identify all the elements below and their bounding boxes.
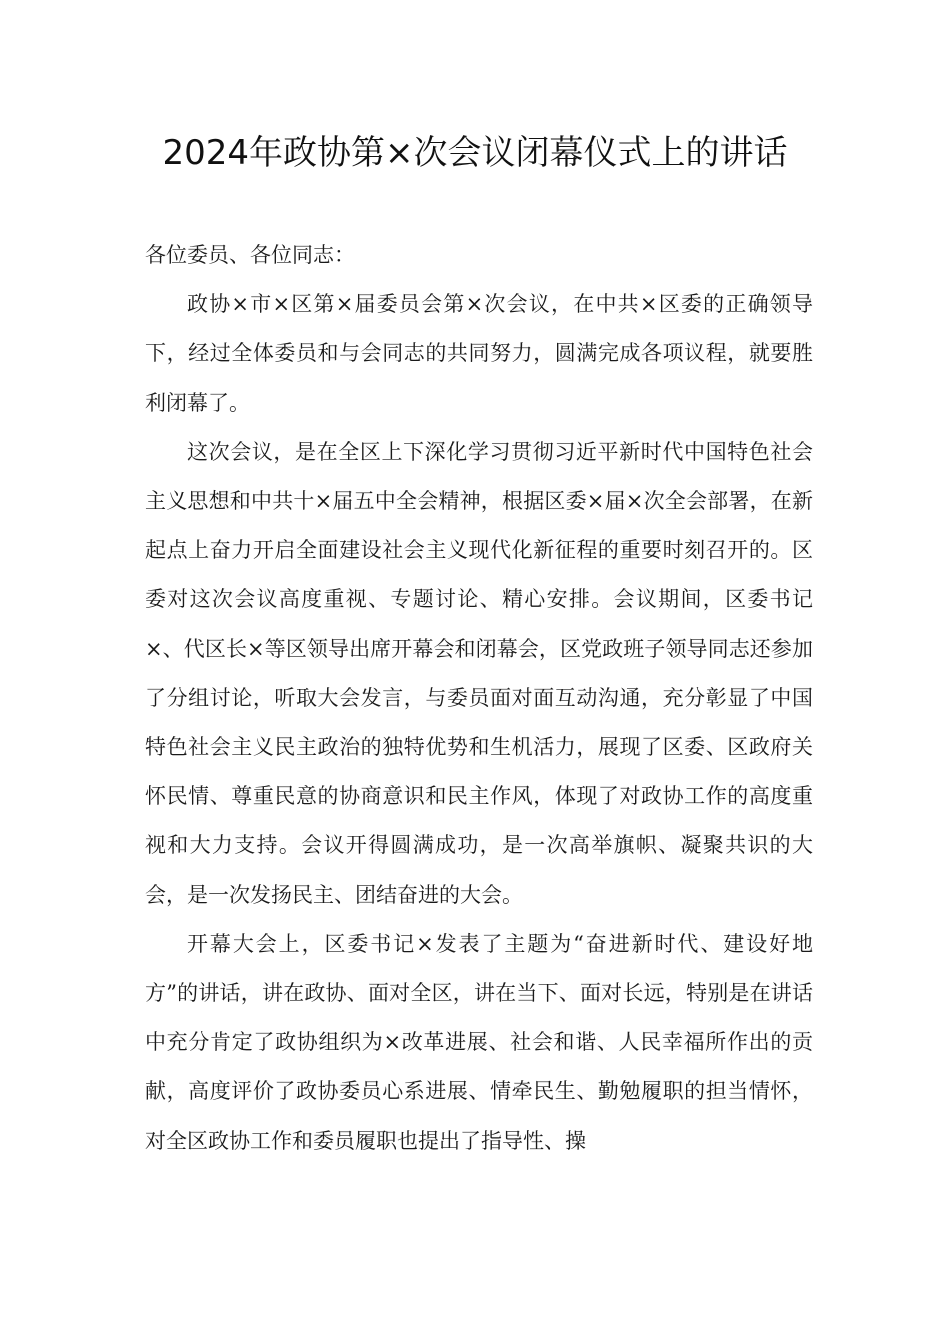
paragraph: 开幕大会上，区委书记×发表了主题为“奋进新时代、建设好地方”的讲话，讲在政协、面对全区，讲在当下、面对长远，特别是在讲话中充分肯定了政协组织为×改革进展、社会和谐、人民幸福所作出的贡献，高度评价了政协委员心系进展、情牵民生、勤勉履职的担当情怀，对全区政协工作和委员履职也提出了指导性、操 — [145, 931, 813, 1153]
salutation: 各位委员、各位同志： — [145, 243, 355, 267]
document-title: 2024年政协第×次会议闭幕仪式上的讲话 — [162, 133, 788, 173]
paragraph: 政协×市×区第×届委员会第×次会议，在中共×区委的正确领导下，经过全体委员和与会同志的共同努力，圆满完成各项议程，就要胜利闭幕了。 — [145, 292, 813, 415]
paragraph: 这次会议，是在全区上下深化学习贯彻习近平新时代中国特色社会主义思想和中共十×届五中全会精神，根据区委×届×次全会部署，在新起点上奋力开启全面建设社会主义现代化新征程的重要时刻召开的。区委对这次会议高度重视、专题讨论、精心安排。会议期间，区委书记×、代区长×等区领导出席开幕会和闭幕会，区党政班子领导同志还参加了分组讨论，听取大会发言，与委员面对面互动沟通，充分彰显了中国特色社会主义民主政治的独特优势和生机活力，展现了区委、区政府关怀民情、尊重民意的协商意识和民主作风，体现了对政协工作的高度重视和大力支持。会议开得圆满成功，是一次高举旗帜、凝聚共识的大会，是一次发扬民主、团结奋进的大会。 — [145, 439, 813, 907]
document-body — [145, 231, 813, 1166]
